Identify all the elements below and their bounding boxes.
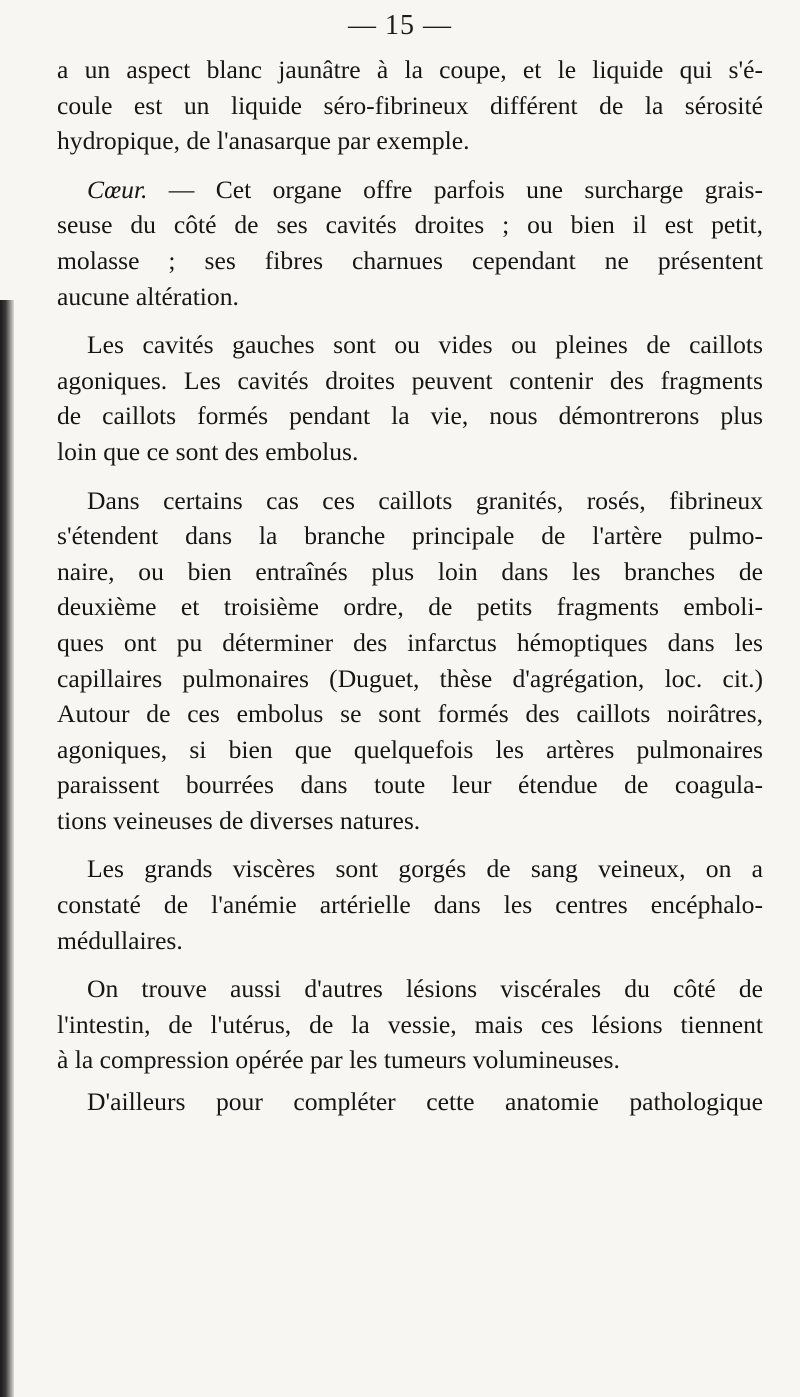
paragraph-grands-visceres: [57, 851, 763, 958]
text-line: Dans certains cas ces caillots granités, rosés, fibrineux: [87, 485, 763, 515]
text-line: paraissent bourrées dans toute leur étendue de coagula-: [57, 770, 763, 800]
text-line: loin que ce sont des embolus.: [57, 436, 359, 466]
text-line: agoniques. Les cavités droites peuvent contenir des fragments: [57, 365, 763, 395]
text-line: [57, 172, 763, 208]
text-line: hydropique, de l'anasarque par exemple.: [57, 126, 470, 156]
text-line: seuse du côté de ses cavités droites ; ou bien il est petit,: [57, 210, 763, 240]
text-line: de caillots formés pendant la vie, nous démontrerons plus: [57, 401, 763, 431]
body-text: [57, 52, 763, 1120]
text-line: a un aspect blanc jaunâtre à la coupe, et le liquide qui s'é-: [57, 55, 763, 84]
paragraph-coeur: [57, 172, 763, 314]
text-line: Autour de ces embolus se sont formés des caillots noirâtres,: [57, 699, 763, 729]
text-line: coule est un liquide séro-fibrineux différent de la sérosité: [57, 90, 763, 120]
text-line: molasse ; ses fibres charnues cependant ne présentent: [57, 245, 763, 275]
paragraph-continuation: [57, 52, 763, 159]
text-line: deuxième et troisième ordre, de petits fragments emboli-: [57, 592, 763, 622]
page-number: — 15 —: [348, 10, 452, 41]
text-line-rest: — Cet organe offre parfois une surcharge grais-: [147, 174, 763, 204]
text-line: à la compression opérée par les tumeurs volumineuses.: [57, 1045, 620, 1075]
text-line: Les cavités gauches sont ou vides ou pleines de caillots: [87, 330, 763, 360]
text-line: aucune altération.: [57, 281, 239, 311]
text-line: On trouve aussi d'autres lésions viscérales du côté de: [87, 974, 763, 1004]
text-line: Les grands viscères sont gorgés de sang veineux, on a: [87, 854, 763, 884]
text-line: médullaires.: [57, 925, 183, 955]
text-line: capillaires pulmonaires (Duguet, thèse d'agrégation, loc. cit.): [57, 663, 763, 693]
text-line: tions veineuses de diverses natures.: [57, 805, 421, 835]
binding-shadow: [0, 300, 14, 1397]
paragraph-cavites-gauches: [57, 327, 763, 469]
text-line: agoniques, si bien que quelquefois les artères pulmonaires: [57, 734, 763, 764]
paragraph-caillots-granites: [57, 483, 763, 839]
text-line: constaté de l'anémie artérielle dans les centres encéphalo-: [57, 890, 763, 920]
paragraph-ailleurs: [57, 1084, 763, 1120]
text-line: naire, ou bien entraînés plus loin dans les branches de: [57, 556, 763, 586]
text-line: ques ont pu déterminer des infarctus hémoptiques dans les: [57, 627, 763, 657]
text-line: l'intestin, de l'utérus, de la vessie, mais ces lésions tiennent: [57, 1009, 763, 1039]
paragraph-autres-lesions: [57, 971, 763, 1078]
text-line: D'ailleurs pour compléter cette anatomie pathologique: [87, 1087, 763, 1117]
section-heading-coeur: Cœur.: [87, 174, 148, 204]
text-line: s'étendent dans la branche principale de l'artère pulmo-: [57, 521, 763, 551]
